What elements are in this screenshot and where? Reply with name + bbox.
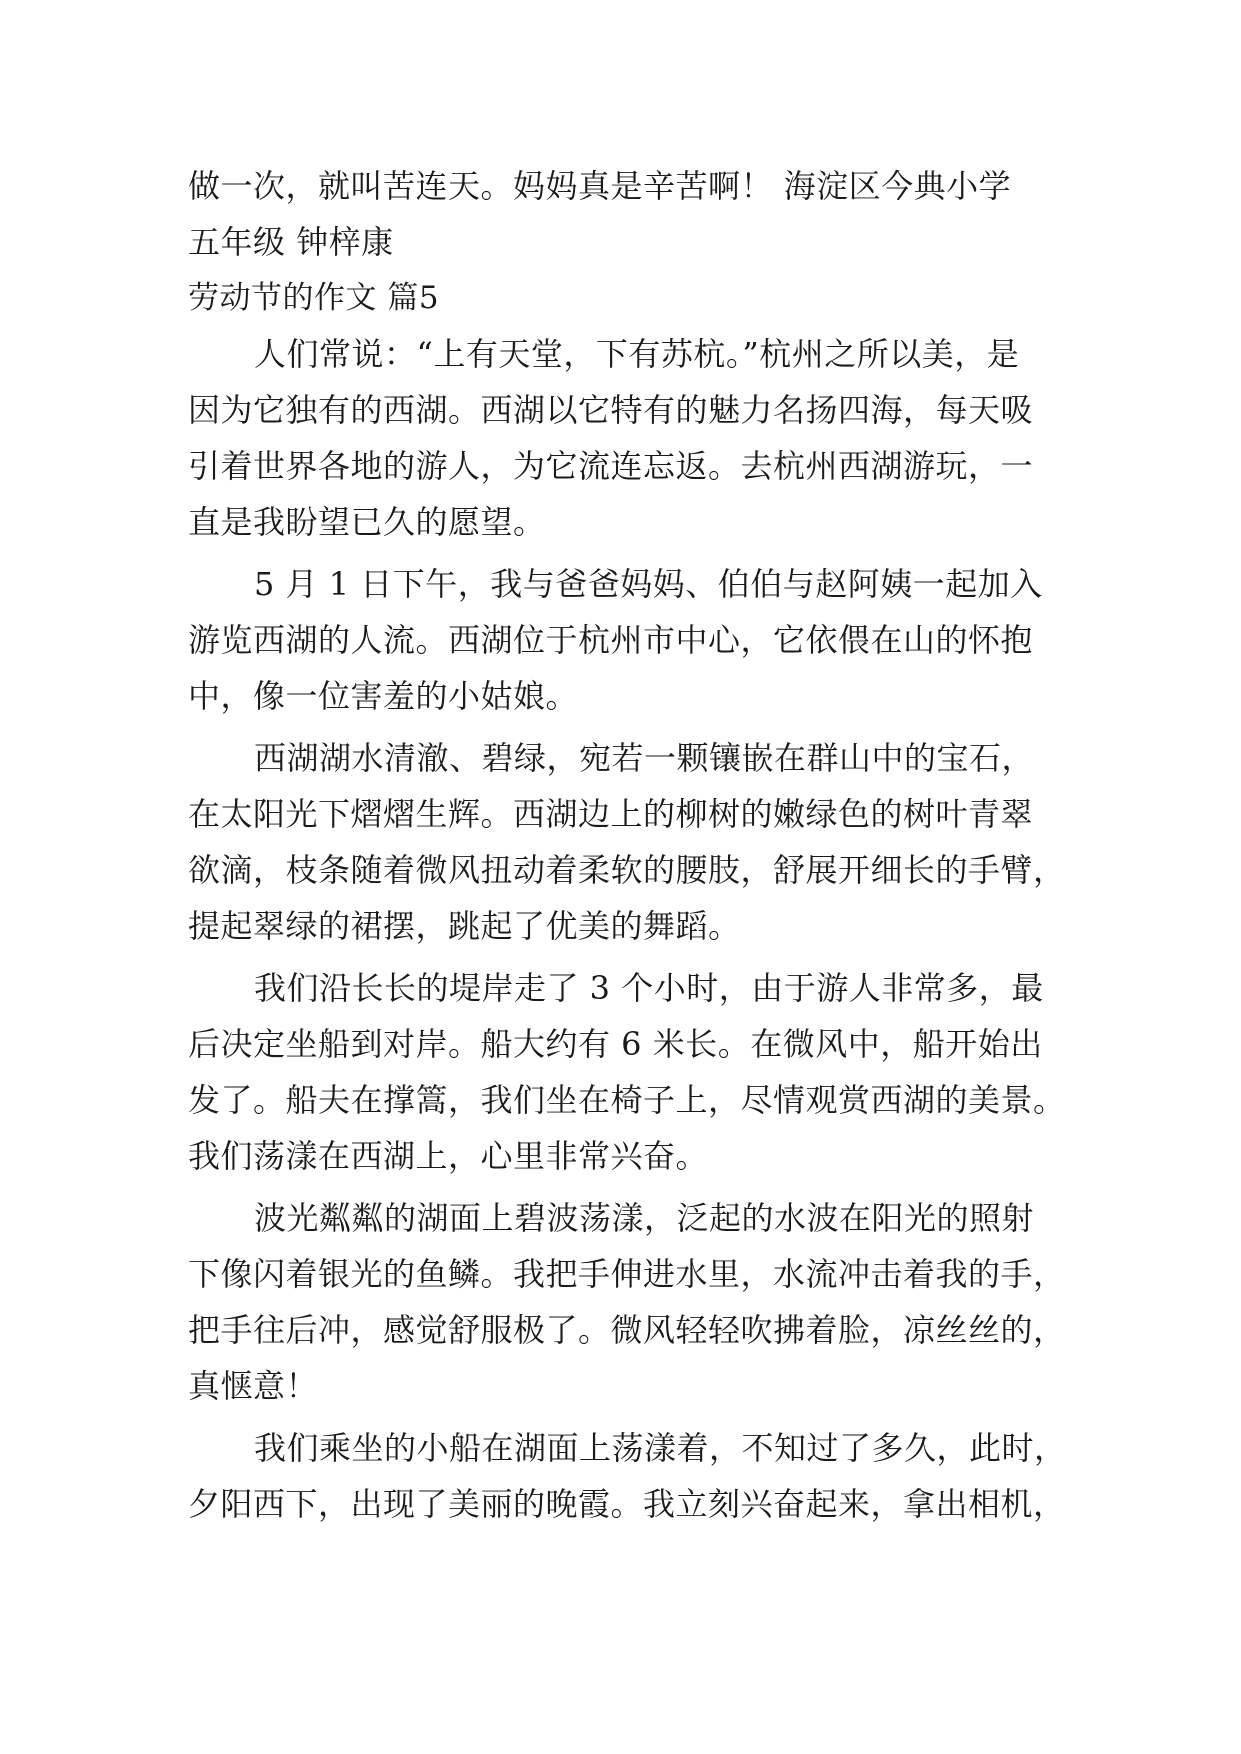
paragraph-6 xyxy=(188,1420,1067,1532)
text-line: 直是我盼望已久的愿望。 xyxy=(188,503,546,541)
text-line: 把手往后冲，感觉舒服极了。微风轻轻吹拂着脸，凉丝丝的， xyxy=(188,1311,1066,1349)
paragraph-4 xyxy=(188,960,1066,1184)
text-line: 发了。船夫在撑篙，我们坐在椅子上，尽情观赏西湖的美景。 xyxy=(188,1081,1066,1119)
text-line: 下像闪着银光的鱼鳞。我把手伸进水里，水流冲击着我的手， xyxy=(188,1255,1066,1293)
paragraph-1 xyxy=(188,326,1058,550)
section-title: 劳动节的作文 篇5 xyxy=(188,280,440,316)
intro-paragraph xyxy=(188,158,1058,270)
text-line: 我们沿长长的堤岸走了 3 个小时，由于游人非常多，最 xyxy=(254,969,1044,1007)
paragraph-2 xyxy=(188,556,1058,724)
text-line: 游览西湖的人流。西湖位于杭州市中心，它依偎在山的怀抱 xyxy=(188,621,1034,659)
paragraph-3 xyxy=(188,730,1066,954)
text-line: 后决定坐船到对岸。船大约有 6 米长。在微风中，船开始出 xyxy=(188,1025,1043,1063)
text-line: 人们常说：“上有天堂，下有苏杭。”杭州之所以美，是 xyxy=(254,335,1020,373)
text-line: 夕阳西下，出现了美丽的晚霞。我立刻兴奋起来，拿出相机， xyxy=(188,1485,1066,1523)
text-line: 波光粼粼的湖面上碧波荡漾，泛起的水波在阳光的照射 xyxy=(254,1199,1035,1237)
text-line: 在太阳光下熠熠生辉。西湖边上的柳树的嫩绿色的树叶青翠 xyxy=(188,795,1034,833)
text-line: 做一次，就叫苦连天。妈妈真是辛苦啊！ 海淀区今典小学 xyxy=(188,167,1012,205)
text-line: 中，像一位害羞的小姑娘。 xyxy=(188,677,579,715)
text-line: 我们乘坐的小船在湖面上荡漾着，不知过了多久，此时， xyxy=(254,1429,1067,1467)
text-line: 真惬意！ xyxy=(188,1367,319,1405)
text-line: 引着世界各地的游人，为它流连忘返。去杭州西湖游玩，一 xyxy=(188,447,1034,485)
text-line: 西湖湖水清澈、碧绿，宛若一颗镶嵌在群山中的宝石， xyxy=(254,739,1035,777)
paragraph-5 xyxy=(188,1190,1066,1414)
text-line: 我们荡漾在西湖上，心里非常兴奋。 xyxy=(188,1137,709,1175)
text-line: 5 月 1 日下午，我与爸爸妈妈、伯伯与赵阿姨一起加入 xyxy=(254,565,1043,603)
text-line: 五年级 钟梓康 xyxy=(188,223,394,261)
text-line: 提起翠绿的裙摆，跳起了优美的舞蹈。 xyxy=(188,907,741,945)
text-line: 欲滴，枝条随着微风扭动着柔软的腰肢，舒展开细长的手臂， xyxy=(188,851,1066,889)
text-line: 因为它独有的西湖。西湖以它特有的魅力名扬四海，每天吸 xyxy=(188,391,1034,429)
document-body xyxy=(188,158,1067,1532)
